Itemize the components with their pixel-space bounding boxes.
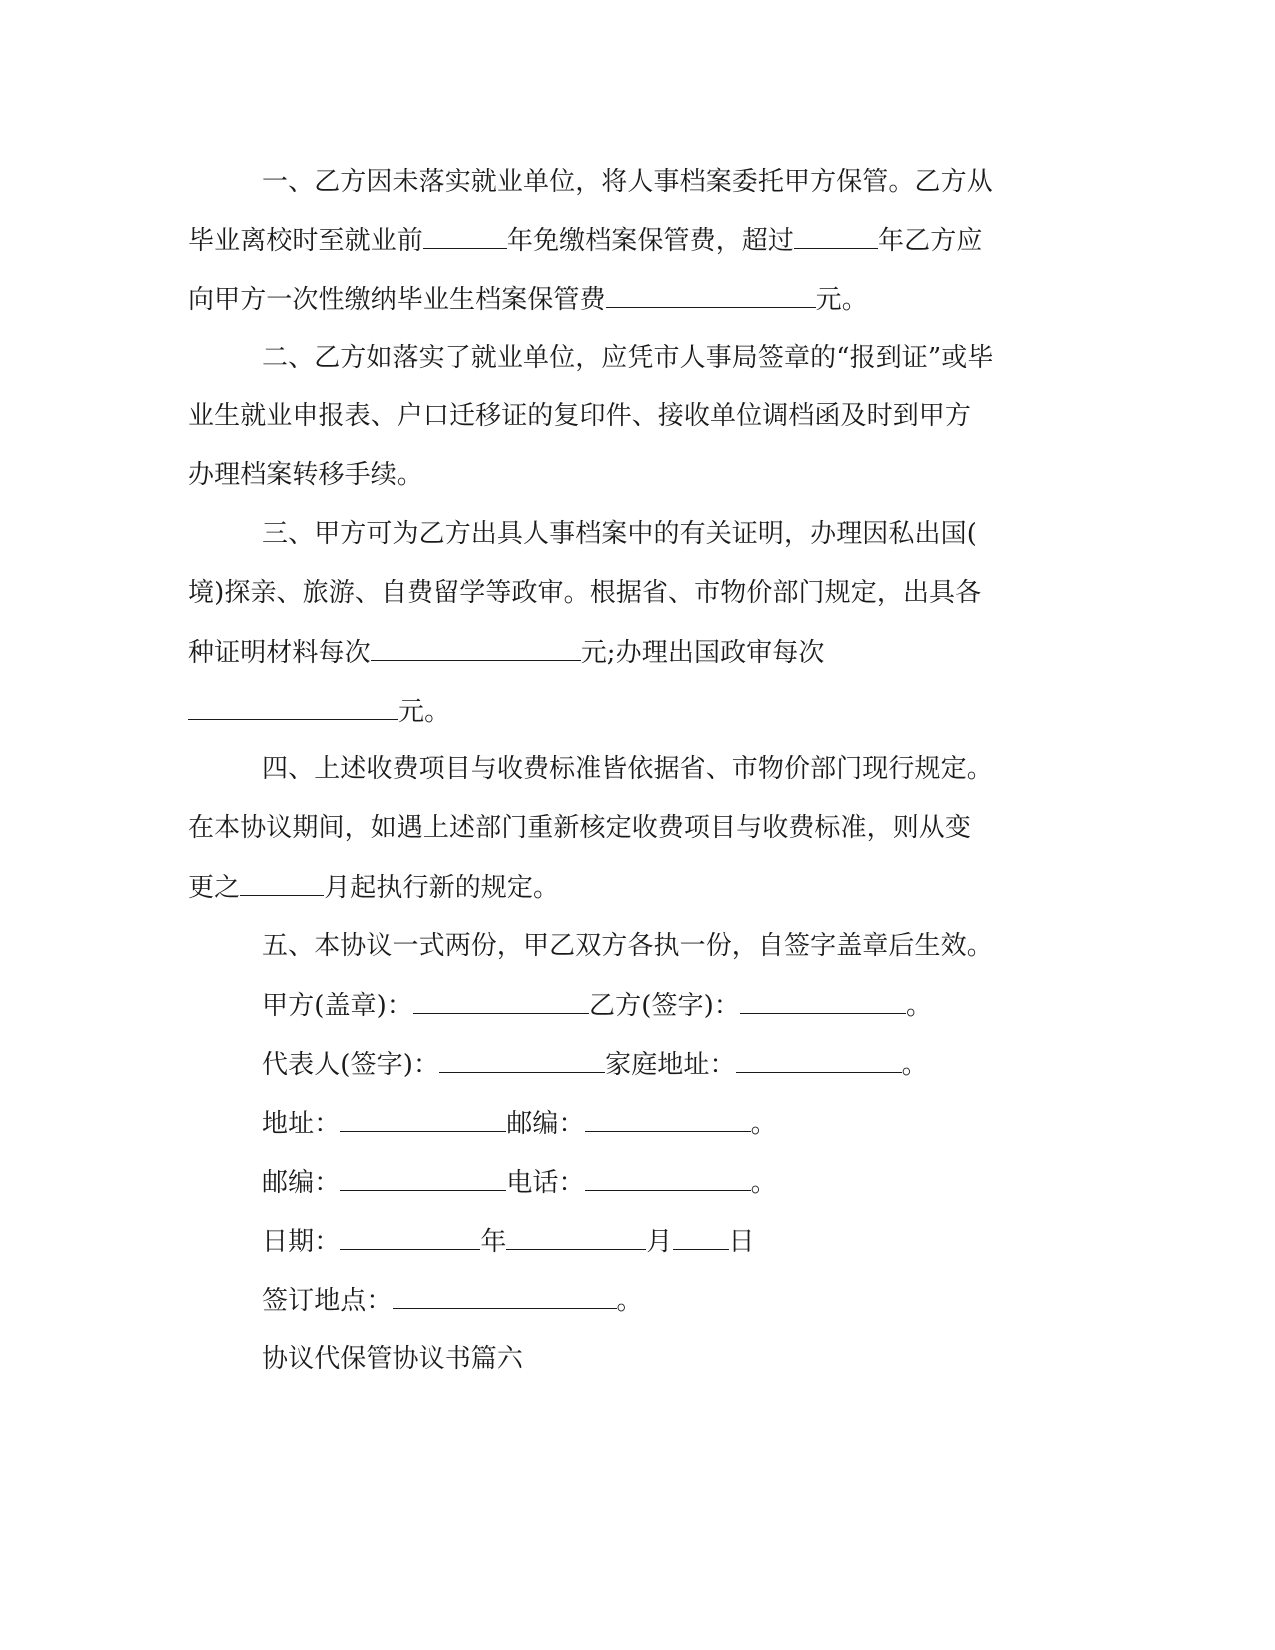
clause-1-text-e: 元。 xyxy=(815,285,868,315)
month-label: 月 xyxy=(646,1227,673,1257)
clause-3-text-c: 元。 xyxy=(398,697,451,727)
clause-3-line-1: 三、甲方可为乙方出具人事档案中的有关证明，办理因私出国( xyxy=(262,519,977,549)
signature-row-address xyxy=(262,1105,777,1141)
clause-4-line-1: 四、上述收费项目与收费标准皆依据省、市物价部门现行规定。 xyxy=(262,754,993,784)
day-blank[interactable] xyxy=(673,1223,729,1250)
year-blank[interactable] xyxy=(340,1223,480,1250)
clause-2-line-3: 办理档案转移手续。 xyxy=(188,460,423,490)
signature-row-date xyxy=(262,1223,755,1259)
signature-row-zip xyxy=(262,1164,777,1200)
clause-4-text-b: 月起执行新的规定。 xyxy=(324,873,560,903)
clause-4-text-a: 更之 xyxy=(188,873,241,903)
row-end-mark: 。 xyxy=(906,991,933,1021)
clause-1-text-a: 毕业离校时至就业前 xyxy=(188,226,423,256)
zip-blank-b[interactable] xyxy=(585,1105,751,1132)
party-a-label: 甲方(盖章)： xyxy=(262,991,413,1021)
abroad-review-fee-blank[interactable] xyxy=(188,693,398,720)
effective-month-blank[interactable] xyxy=(240,869,324,896)
overdue-years-blank[interactable] xyxy=(794,222,878,249)
date-label: 日期： xyxy=(262,1227,341,1257)
row-end-mark: 。 xyxy=(750,1168,777,1198)
phone-blank[interactable] xyxy=(585,1164,751,1191)
zip-blank-a[interactable] xyxy=(340,1164,506,1191)
place-blank[interactable] xyxy=(393,1282,617,1309)
clause-4-line-3 xyxy=(188,869,559,905)
signature-row-parties xyxy=(262,987,932,1023)
party-b-sign-blank[interactable] xyxy=(740,987,906,1014)
row-end-mark: 。 xyxy=(750,1109,777,1139)
clause-1-line-2 xyxy=(188,222,982,258)
clause-1-line-1: 一、乙方因未落实就业单位，将人事档案委托甲方保管。乙方从 xyxy=(262,167,993,197)
year-label: 年 xyxy=(480,1227,507,1257)
clause-1-text-b: 年免缴档案保管费，超过 xyxy=(506,226,795,256)
clause-3-line-3 xyxy=(188,634,824,670)
clause-3-text-b: 元;办理出国政审每次 xyxy=(580,638,825,668)
clause-2-line-2: 业生就业申报表、户口迁移证的复印件、接收单位调档函及时到甲方 xyxy=(188,401,972,431)
zip-label-b: 邮编： xyxy=(506,1109,585,1139)
home-address-blank[interactable] xyxy=(736,1046,902,1073)
clause-3-line-2: 境)探亲、旅游、自费留学等政审。根据省、市物价部门规定，出具各 xyxy=(188,578,982,608)
clause-4-line-2: 在本协议期间，如遇上述部门重新核定收费项目与收费标准，则从变 xyxy=(188,813,972,843)
home-address-label: 家庭地址： xyxy=(605,1050,736,1080)
clause-3-line-4 xyxy=(188,693,450,729)
phone-label: 电话： xyxy=(506,1168,585,1198)
certificate-fee-blank[interactable] xyxy=(371,634,581,661)
place-label: 签订地点： xyxy=(262,1286,393,1316)
party-a-seal-blank[interactable] xyxy=(413,987,589,1014)
day-label: 日 xyxy=(728,1227,755,1257)
month-blank[interactable] xyxy=(506,1223,646,1250)
next-section-title: 协议代保管协议书篇六 xyxy=(262,1344,524,1374)
row-end-mark: 。 xyxy=(616,1286,643,1316)
clause-1-text-c: 年乙方应 xyxy=(878,226,983,256)
signature-row-place xyxy=(262,1282,643,1318)
zip-label-a: 邮编： xyxy=(262,1168,341,1198)
address-blank[interactable] xyxy=(340,1105,506,1132)
address-label: 地址： xyxy=(262,1109,341,1139)
free-years-blank[interactable] xyxy=(423,222,507,249)
row-end-mark: 。 xyxy=(901,1050,928,1080)
clause-2-line-1: 二、乙方如落实了就业单位，应凭市人事局签章的“报到证”或毕 xyxy=(262,343,994,373)
clause-1-line-3 xyxy=(188,281,868,317)
clause-3-text-a: 种证明材料每次 xyxy=(188,638,371,668)
party-b-label: 乙方(签字)： xyxy=(589,991,740,1021)
signature-row-rep xyxy=(262,1046,928,1082)
clause-5-line-1: 五、本协议一式两份，甲乙双方各执一份，自签字盖章后生效。 xyxy=(262,931,993,961)
clause-1-text-d: 向甲方一次性缴纳毕业生档案保管费 xyxy=(188,285,606,315)
storage-fee-blank[interactable] xyxy=(606,281,816,308)
rep-label: 代表人(签字)： xyxy=(262,1050,440,1080)
rep-sign-blank[interactable] xyxy=(439,1046,605,1073)
